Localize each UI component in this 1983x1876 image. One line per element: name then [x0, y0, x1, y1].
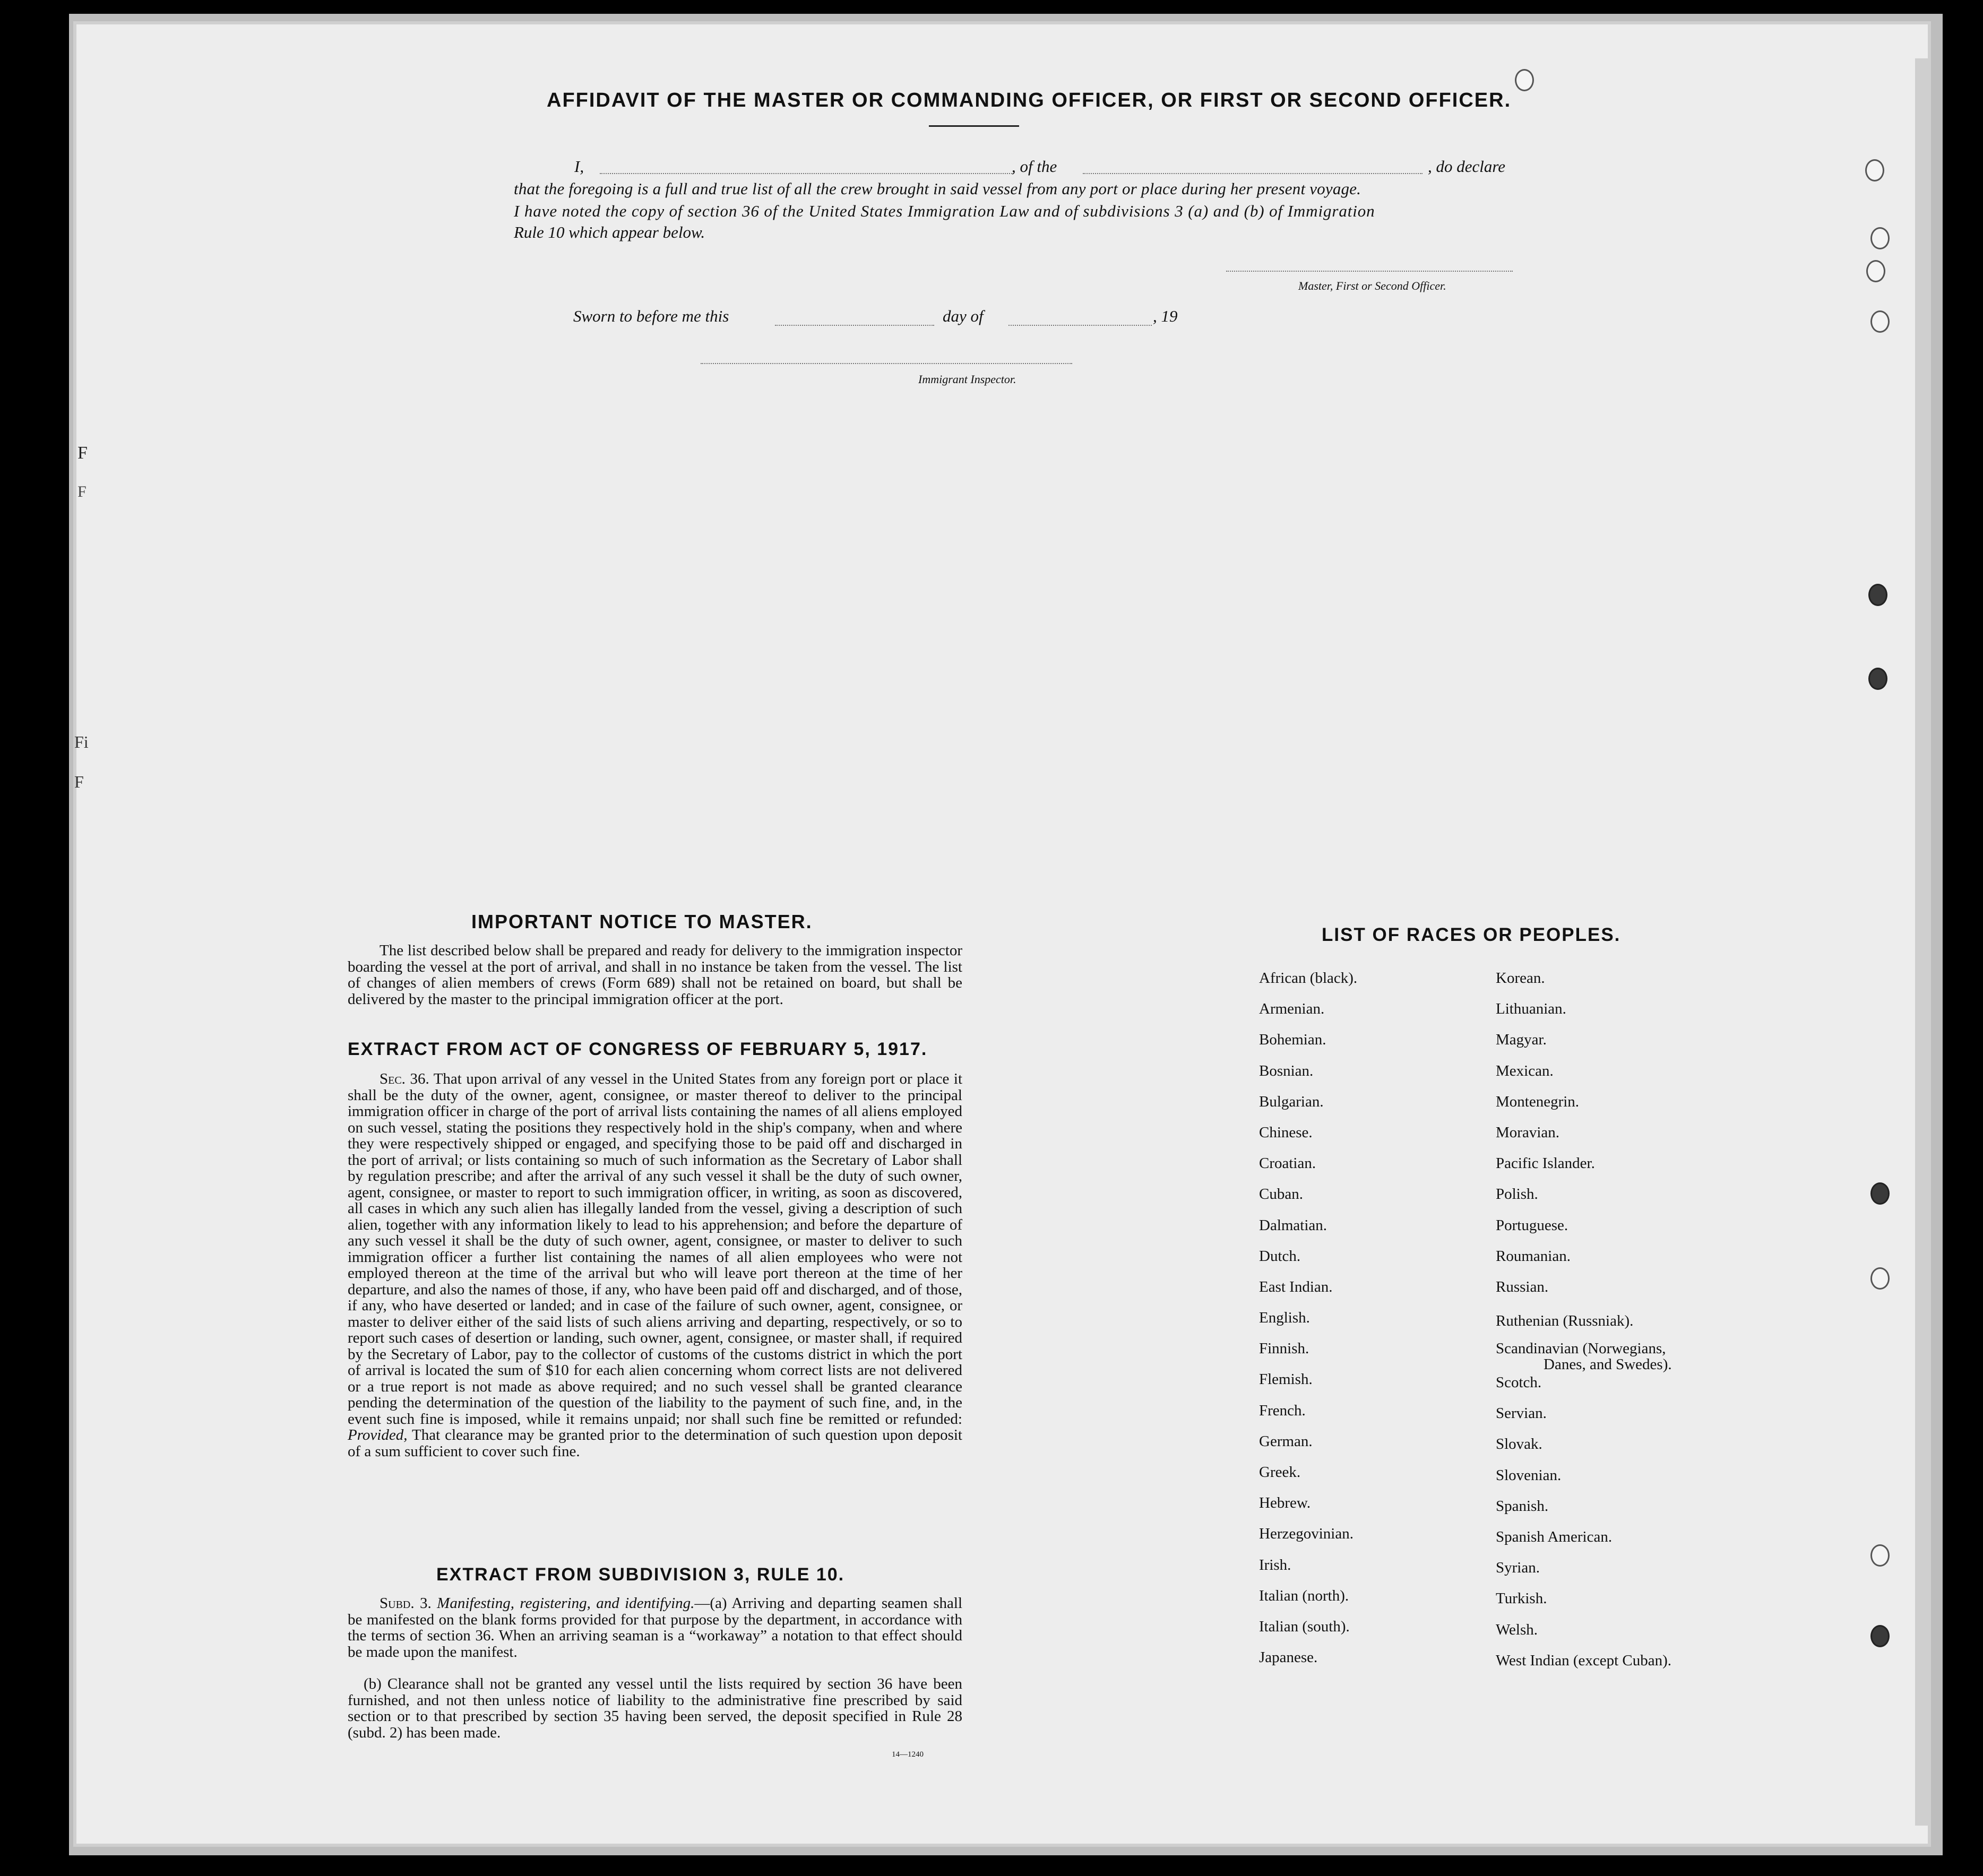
race-item-continuation: Danes, and Swedes).: [1544, 1356, 1672, 1373]
inspector-signature-field[interactable]: [701, 363, 1072, 364]
extract-act-text: That upon arrival of any vessel in the United States from any foreign port or place it shall be the duty of the owner, agent, consignee, or master thereof to deliver to the principal immigration officer in charge of the port of arrival lists containing the names of all aliens employed on such vessel, stating the positions they respectively hold in the ship's company, when and where they were respectively shipped or engaged, and specifying those to be paid off and discharged in the port of arrival; or lists containing so much of such information as the Secretary of Labor shall by regulation prescribe; and after the arrival of any such vessel it shall be the duty of such owner, agent, consignee, or master to report to such immigration officer, in writing, as soon as discovered, all cases in which any such alien has illegally landed from the vessel, giving a description of such alien, together with any information likely to lead to his apprehension; and before the departure of any such vessel it shall be the duty of such owner, agent, consignee, or master to deliver to such immigration officer a further list containing the names of all alien employees who were not employed thereon at the time of the arrival but who will leave port thereon at the time of her departure, and also the names of those, if any, who have been paid off and discharged, and of those, if any, who have deserted or landed; and in case of the failure of such owner, agent, consignee, or master to deliver either of the said lists of such aliens arriving and departing, respectively, or so to report such cases of desertion or landing, such owner, agent, consignee, or master shall, if required by the Secretary of Labor, pay to the collector of customs of the customs district in which the port of arrival is located the sum of $10 for each alien concerning whom correct lists are not delivered or a true report is not made as above required; and no such vessel shall be granted clearance pending the determination of the question of the liability to the payment of such fine, and, in the event such fine is imposed, while it remains unpaid; nor shall such fine be remitted or refunded:: [348, 1070, 962, 1428]
race-item: Turkish.: [1496, 1590, 1547, 1607]
name-field[interactable]: [600, 173, 1014, 174]
margin-mark: F: [74, 772, 84, 791]
race-item: Armenian.: [1259, 1000, 1325, 1018]
extract-rule-title: EXTRACT FROM SUBDIVISION 3, RULE 10.: [436, 1564, 845, 1585]
race-item: Finnish.: [1259, 1340, 1309, 1358]
extract-act-text-end: That clearance may be granted prior to the determination of such question upon deposit of a sum sufficient to cover such fine.: [348, 1427, 962, 1460]
race-item: Spanish.: [1496, 1497, 1549, 1515]
extract-act-title: EXTRACT FROM ACT OF CONGRESS OF FEBRUARY 5, 1917.: [348, 1039, 928, 1059]
punch-hole-icon: [1870, 310, 1890, 333]
sworn-text: Sworn to before me this: [573, 307, 729, 325]
race-item: Welsh.: [1496, 1621, 1538, 1638]
race-item: Servian.: [1496, 1405, 1547, 1422]
race-item: African (black).: [1259, 970, 1358, 987]
race-item: Hebrew.: [1259, 1494, 1311, 1512]
margin-mark: F: [77, 443, 88, 463]
race-item: Scandinavian (Norwegians,: [1496, 1340, 1666, 1358]
race-item: Italian (north).: [1259, 1587, 1349, 1604]
notice-body: The list described below shall be prepared and ready for delivery to the immigration inspector boarding the vessel at the port of arrival, and shall in no instance be taken from the vessel. The list of changes of alien members of crews (Form 689) shall not be retained on board, but shall be delivered by the master to the principal immigration officer at the port.: [348, 942, 962, 1008]
race-item: Croatian.: [1259, 1155, 1316, 1172]
notice-title: IMPORTANT NOTICE TO MASTER.: [471, 911, 813, 932]
race-item: Chinese.: [1259, 1123, 1313, 1141]
punch-hole-icon: [1868, 584, 1887, 606]
race-item: Bulgarian.: [1259, 1093, 1324, 1110]
signature-field[interactable]: [1226, 271, 1513, 272]
races-right-column: [1496, 970, 1672, 1683]
race-item: Mexican.: [1496, 1062, 1554, 1079]
race-item: West Indian (except Cuban).: [1496, 1652, 1672, 1669]
punch-hole-icon: [1870, 1544, 1890, 1567]
margin-mark: F: [77, 483, 87, 500]
race-item: Dutch.: [1259, 1247, 1301, 1265]
signature-label: Master, First or Second Officer.: [1298, 279, 1446, 292]
race-item: Flemish.: [1259, 1371, 1313, 1388]
race-item: Slovenian.: [1496, 1466, 1562, 1484]
race-item: Portuguese.: [1496, 1216, 1568, 1234]
race-item: Greek.: [1259, 1464, 1301, 1481]
race-item: Russian.: [1496, 1278, 1549, 1295]
race-item: German.: [1259, 1432, 1313, 1450]
race-item: East Indian.: [1259, 1278, 1333, 1295]
race-item: Syrian.: [1496, 1559, 1540, 1577]
punch-hole-icon: [1865, 159, 1884, 181]
race-item: Ruthenian (Russniak).: [1496, 1312, 1634, 1330]
race-item: Dalmatian.: [1259, 1216, 1327, 1234]
extract-act-body: [348, 1071, 962, 1459]
race-item: Irish.: [1259, 1556, 1291, 1574]
race-item: Scotch.: [1496, 1374, 1542, 1391]
sworn-day-field[interactable]: [775, 325, 934, 326]
inspector-label: Immigrant Inspector.: [918, 373, 1016, 386]
affidavit-line-3: I have noted the copy of section 36 of the United States Immigration Law and of subdivisions 3 (a) and (b) of Immigration: [514, 202, 1375, 220]
title-underline: [929, 125, 1019, 127]
race-item: Polish.: [1496, 1186, 1538, 1203]
form-number: 14—1240: [892, 1750, 924, 1759]
punch-hole-icon: [1870, 1182, 1890, 1205]
punch-hole-icon: [1870, 1267, 1890, 1290]
punch-hole-icon: [1515, 69, 1534, 91]
punch-hole-icon: [1870, 1625, 1890, 1647]
provided-label: Provided,: [348, 1427, 408, 1443]
affidavit-title: AFFIDAVIT OF THE MASTER OR COMMANDING OFFICER, OR FIRST OR SECOND OFFICER.: [547, 89, 1512, 111]
race-item: Bosnian.: [1259, 1062, 1314, 1079]
subd-para-a: —(a) Arriving and departing seamen shall be manifested on the blank forms provided for that purpose by the department, in accordance with the terms of section 36. When an arriving seaman is a “workaway” a notation to that effect should be made upon the manifest.: [348, 1595, 962, 1661]
race-item: Roumanian.: [1496, 1247, 1571, 1265]
race-item: Slovak.: [1496, 1436, 1542, 1453]
race-item: English.: [1259, 1309, 1310, 1327]
punch-hole-icon: [1868, 668, 1887, 690]
affidavit-i: I,: [574, 157, 584, 176]
race-item: Moravian.: [1496, 1123, 1559, 1141]
race-item: Japanese.: [1259, 1649, 1318, 1666]
race-item: Italian (south).: [1259, 1618, 1350, 1635]
subd-label: Subd. 3.: [380, 1595, 432, 1612]
race-item: French.: [1259, 1402, 1306, 1419]
punch-hole-icon: [1866, 260, 1885, 282]
page-edge: [1915, 58, 1931, 1826]
sec-label: Sec. 36.: [380, 1070, 429, 1087]
subd-heading: Manifesting, registering, and identifying.: [437, 1595, 695, 1612]
race-item: Spanish American.: [1496, 1528, 1613, 1545]
race-item: Cuban.: [1259, 1186, 1303, 1203]
race-item: Lithuanian.: [1496, 1000, 1566, 1018]
year-prefix: , 19: [1153, 307, 1178, 325]
sworn-month-field[interactable]: [1008, 325, 1152, 326]
race-item: Montenegrin.: [1496, 1093, 1580, 1110]
races-title: LIST OF RACES OR PEOPLES.: [1322, 924, 1621, 945]
affidavit-line-2: that the foregoing is a full and true list of all the crew brought in said vessel from any port or place during her present voyage.: [514, 179, 1361, 198]
day-of-text: day of: [943, 307, 984, 325]
affidavit-of-the: , of the: [1012, 157, 1057, 176]
punch-hole-icon: [1870, 227, 1890, 249]
race-item: Magyar.: [1496, 1031, 1547, 1049]
margin-mark: Fi: [74, 732, 89, 751]
race-item: Pacific Islander.: [1496, 1155, 1595, 1172]
extract-rule-para-a: [348, 1595, 962, 1660]
extract-rule-para-b: (b) Clearance shall not be granted any vessel until the lists required by section 36 have been furnished, and not then unless notice of liability to the administrative fine prescribed by said section or to that prescribed by section 35 having been served, the deposit specified in Rule 28 (subd. 2) has been made.: [348, 1675, 962, 1741]
race-item: Korean.: [1496, 970, 1545, 987]
race-item: Herzegovinian.: [1259, 1525, 1353, 1543]
affidavit-line-4: Rule 10 which appear below.: [514, 223, 705, 241]
races-left-column: [1259, 970, 1357, 1680]
vessel-field[interactable]: [1083, 173, 1422, 174]
affidavit-declare: , do declare: [1428, 157, 1506, 176]
race-item: Bohemian.: [1259, 1031, 1326, 1049]
